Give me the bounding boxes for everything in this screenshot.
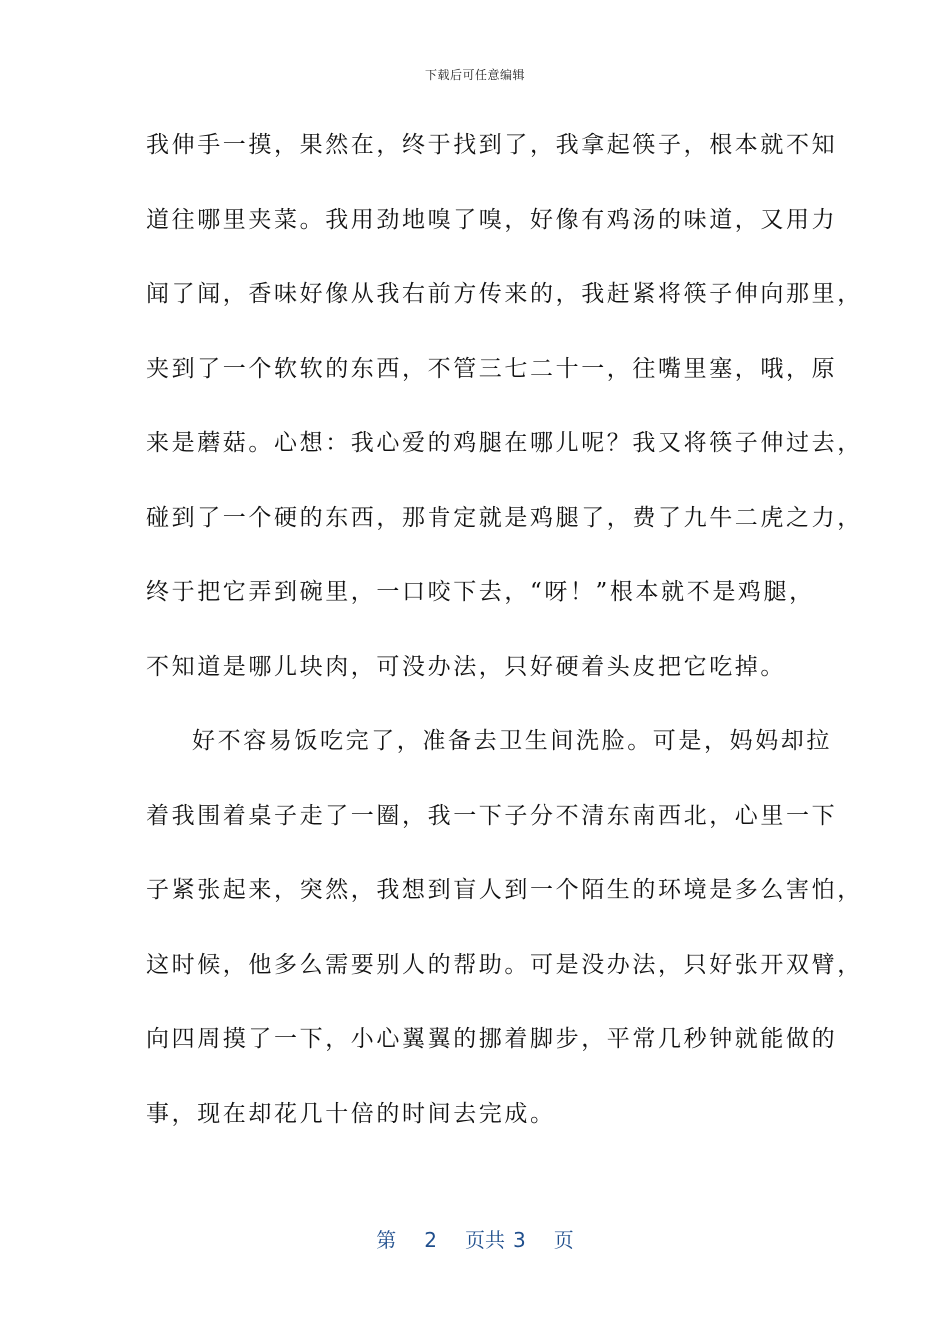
paragraph-start-line: 好不容易饭吃完了，准备去卫生间洗脸。可是，妈妈却拉 (192, 728, 832, 754)
text-line: 事，现在却花几十倍的时间去完成。 (146, 1100, 556, 1127)
text-line: 向四周摸了一下，小心翼翼的挪着脚步，平常几秒钟就能做的 (146, 1026, 838, 1052)
text-line: 我伸手一摸，果然在，终于找到了，我拿起筷子，根本就不知 (146, 132, 838, 158)
total-pages-number: 3 (513, 1228, 526, 1252)
document-body (146, 123, 863, 1166)
footer-middle: 页共 (465, 1228, 505, 1252)
footer-suffix: 页 (553, 1228, 574, 1252)
footer-prefix: 第 (376, 1228, 397, 1252)
text-line: 终于把它弄到碗里，一口咬下去，“呀！”根本就不是鸡腿， (146, 579, 815, 605)
text-line: 子紧张起来，突然，我想到盲人到一个陌生的环境是多么害怕， (146, 877, 863, 903)
text-line: 来是蘑菇。心想：我心爱的鸡腿在哪儿呢？我又将筷子伸过去， (146, 430, 863, 456)
current-page-number: 2 (424, 1228, 437, 1252)
text-line: 闻了闻，香味好像从我右前方传来的，我赶紧将筷子伸向那里， (146, 281, 863, 307)
page-footer (0, 1224, 950, 1253)
text-line: 着我围着桌子走了一圈，我一下子分不清东南西北，心里一下 (146, 802, 838, 829)
text-line: 不知道是哪儿块肉，可没办法，只好硬着头皮把它吃掉。 (146, 653, 786, 680)
page-header: 下载后可任意编辑 (424, 68, 525, 82)
text-line: 碰到了一个硬的东西，那肯定就是鸡腿了，费了九牛二虎之力， (146, 504, 863, 531)
text-line: 夹到了一个软软的东西，不管三七二十一，往嘴里塞，哦，原 (146, 355, 838, 382)
text-line: 这时候，他多么需要别人的帮助。可是没办法，只好张开双臂， (146, 951, 863, 978)
text-line: 道往哪里夹菜。我用劲地嗅了嗅，好像有鸡汤的味道，又用力 (146, 206, 838, 233)
